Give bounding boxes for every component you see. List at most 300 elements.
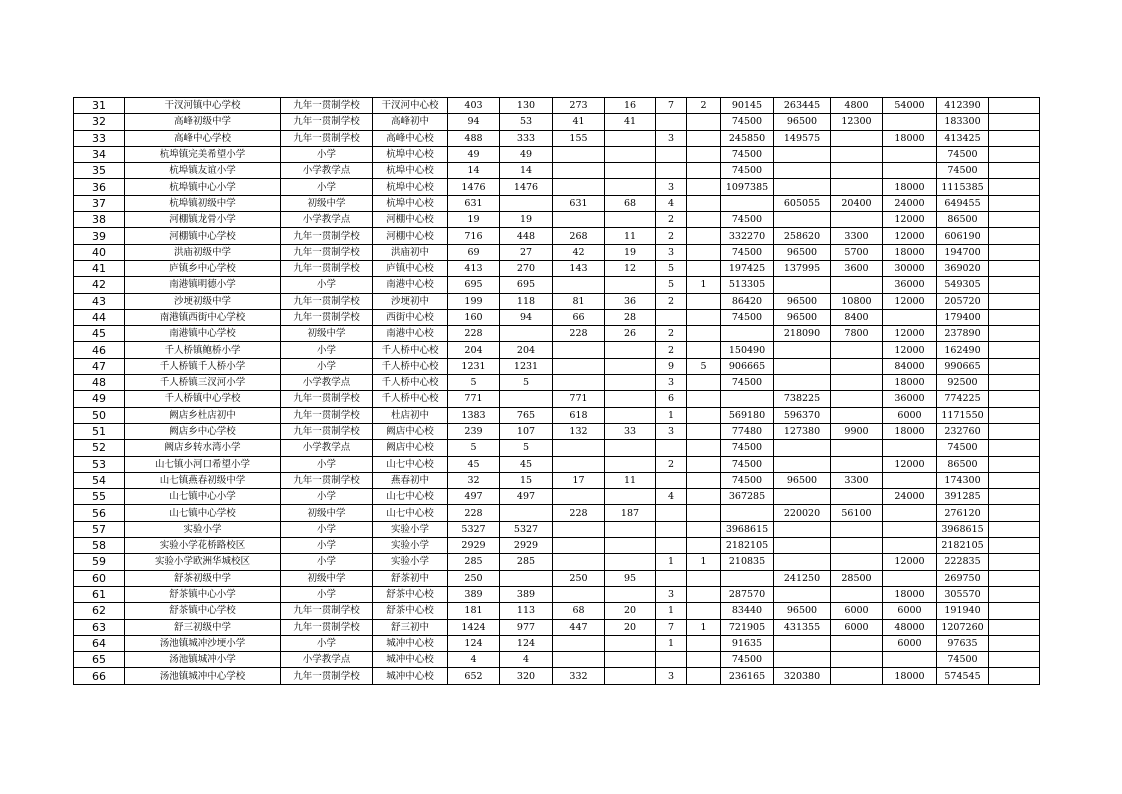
row-number-cell: 43 <box>74 293 125 309</box>
boarding-students-cell: 41 <box>605 114 656 130</box>
col-j-cell <box>687 570 721 586</box>
school-name-cell: 阙店乡杜店初中 <box>125 407 281 423</box>
amount-c-cell: 9900 <box>831 423 883 439</box>
col-i-cell <box>656 538 687 554</box>
total-amount-cell: 413425 <box>937 130 989 146</box>
amount-a-cell <box>721 326 774 342</box>
boarding-students-cell <box>605 538 656 554</box>
table-row <box>74 603 1040 619</box>
primary-students-cell: 124 <box>500 635 553 651</box>
total-amount-cell: 990665 <box>937 358 989 374</box>
school-type-cell: 九年一贯制学校 <box>281 114 373 130</box>
school-type-cell: 小学 <box>281 635 373 651</box>
amount-d-cell: 6000 <box>883 603 937 619</box>
school-name-cell: 河棚镇龙骨小学 <box>125 212 281 228</box>
col-i-cell: 3 <box>656 423 687 439</box>
middle-students-cell: 332 <box>553 668 605 684</box>
total-students-cell: 124 <box>448 635 500 651</box>
col-i-cell: 6 <box>656 391 687 407</box>
blank-cell <box>989 603 1040 619</box>
amount-a-cell: 74500 <box>721 146 774 162</box>
amount-b-cell <box>774 163 831 179</box>
row-number-cell: 48 <box>74 375 125 391</box>
col-i-cell: 2 <box>656 456 687 472</box>
center-school-cell: 杭埠中心校 <box>373 195 448 211</box>
school-type-cell: 小学 <box>281 358 373 374</box>
school-type-cell: 九年一贯制学校 <box>281 260 373 276</box>
primary-students-cell: 5 <box>500 440 553 456</box>
blank-cell <box>989 212 1040 228</box>
amount-c-cell: 3300 <box>831 228 883 244</box>
total-students-cell: 5327 <box>448 521 500 537</box>
primary-students-cell: 204 <box>500 342 553 358</box>
middle-students-cell: 143 <box>553 260 605 276</box>
amount-a-cell: 150490 <box>721 342 774 358</box>
school-type-cell: 小学 <box>281 538 373 554</box>
amount-a-cell: 569180 <box>721 407 774 423</box>
table-row <box>74 260 1040 276</box>
center-school-cell: 杭埠中心校 <box>373 179 448 195</box>
amount-b-cell: 96500 <box>774 603 831 619</box>
center-school-cell: 河棚中心校 <box>373 212 448 228</box>
center-school-cell: 城冲中心校 <box>373 635 448 651</box>
blank-cell <box>989 130 1040 146</box>
amount-c-cell: 28500 <box>831 570 883 586</box>
total-amount-cell: 1115385 <box>937 179 989 195</box>
total-amount-cell: 222835 <box>937 554 989 570</box>
col-i-cell: 5 <box>656 260 687 276</box>
amount-d-cell <box>883 652 937 668</box>
table-row <box>74 635 1040 651</box>
row-number-cell: 37 <box>74 195 125 211</box>
total-students-cell: 228 <box>448 326 500 342</box>
table-row <box>74 472 1040 488</box>
total-amount-cell: 1171550 <box>937 407 989 423</box>
school-type-cell: 九年一贯制学校 <box>281 391 373 407</box>
amount-b-cell: 149575 <box>774 130 831 146</box>
amount-b-cell <box>774 375 831 391</box>
total-students-cell: 250 <box>448 570 500 586</box>
center-school-cell: 千人桥中心校 <box>373 391 448 407</box>
school-name-cell: 舒三初级中学 <box>125 619 281 635</box>
primary-students-cell: 118 <box>500 293 553 309</box>
table-row <box>74 570 1040 586</box>
amount-c-cell: 6000 <box>831 619 883 635</box>
school-name-cell: 千人桥镇千人桥小学 <box>125 358 281 374</box>
row-number-cell: 49 <box>74 391 125 407</box>
table-row <box>74 309 1040 325</box>
center-school-cell: 实验小学 <box>373 538 448 554</box>
blank-cell <box>989 277 1040 293</box>
col-i-cell <box>656 163 687 179</box>
blank-cell <box>989 358 1040 374</box>
table-row <box>74 244 1040 260</box>
amount-c-cell <box>831 586 883 602</box>
amount-d-cell <box>883 538 937 554</box>
amount-c-cell: 6000 <box>831 603 883 619</box>
school-name-cell: 河棚镇中心学校 <box>125 228 281 244</box>
amount-c-cell <box>831 277 883 293</box>
total-amount-cell: 269750 <box>937 570 989 586</box>
school-name-cell: 高峰初级中学 <box>125 114 281 130</box>
blank-cell <box>989 521 1040 537</box>
middle-students-cell: 41 <box>553 114 605 130</box>
amount-d-cell: 18000 <box>883 668 937 684</box>
col-j-cell <box>687 114 721 130</box>
col-j-cell <box>687 228 721 244</box>
middle-students-cell <box>553 342 605 358</box>
amount-b-cell: 605055 <box>774 195 831 211</box>
middle-students-cell <box>553 212 605 228</box>
col-j-cell: 2 <box>687 98 721 114</box>
row-number-cell: 50 <box>74 407 125 423</box>
school-name-cell: 山七镇燕春初级中学 <box>125 472 281 488</box>
col-i-cell <box>656 146 687 162</box>
primary-students-cell: 320 <box>500 668 553 684</box>
amount-d-cell: 12000 <box>883 342 937 358</box>
total-amount-cell: 549305 <box>937 277 989 293</box>
amount-c-cell: 5700 <box>831 244 883 260</box>
school-type-cell: 初级中学 <box>281 326 373 342</box>
school-type-cell: 初级中学 <box>281 505 373 521</box>
school-name-cell: 沙埂初级中学 <box>125 293 281 309</box>
total-amount-cell: 2182105 <box>937 538 989 554</box>
col-i-cell: 7 <box>656 98 687 114</box>
school-type-cell: 小学教学点 <box>281 440 373 456</box>
amount-b-cell: 96500 <box>774 472 831 488</box>
blank-cell <box>989 570 1040 586</box>
col-j-cell <box>687 635 721 651</box>
row-number-cell: 60 <box>74 570 125 586</box>
total-amount-cell: 174300 <box>937 472 989 488</box>
center-school-cell: 南港中心校 <box>373 326 448 342</box>
amount-b-cell <box>774 146 831 162</box>
total-students-cell: 652 <box>448 668 500 684</box>
row-number-cell: 51 <box>74 423 125 439</box>
boarding-students-cell: 28 <box>605 309 656 325</box>
school-type-cell: 小学 <box>281 146 373 162</box>
col-i-cell: 1 <box>656 635 687 651</box>
amount-d-cell <box>883 570 937 586</box>
col-j-cell <box>687 130 721 146</box>
total-students-cell: 1231 <box>448 358 500 374</box>
center-school-cell: 高峰初中 <box>373 114 448 130</box>
amount-c-cell: 12300 <box>831 114 883 130</box>
col-j-cell <box>687 538 721 554</box>
amount-d-cell <box>883 146 937 162</box>
center-school-cell: 千人桥中心校 <box>373 375 448 391</box>
boarding-students-cell: 16 <box>605 98 656 114</box>
amount-c-cell <box>831 652 883 668</box>
boarding-students-cell <box>605 146 656 162</box>
row-number-cell: 33 <box>74 130 125 146</box>
blank-cell <box>989 391 1040 407</box>
amount-c-cell: 7800 <box>831 326 883 342</box>
amount-a-cell: 197425 <box>721 260 774 276</box>
total-students-cell: 239 <box>448 423 500 439</box>
center-school-cell: 干汊河中心校 <box>373 98 448 114</box>
middle-students-cell <box>553 586 605 602</box>
col-i-cell: 2 <box>656 342 687 358</box>
boarding-students-cell <box>605 212 656 228</box>
total-amount-cell: 86500 <box>937 456 989 472</box>
boarding-students-cell <box>605 130 656 146</box>
school-type-cell: 小学 <box>281 521 373 537</box>
amount-b-cell <box>774 586 831 602</box>
school-type-cell: 小学 <box>281 456 373 472</box>
col-j-cell <box>687 179 721 195</box>
total-amount-cell: 574545 <box>937 668 989 684</box>
amount-a-cell <box>721 391 774 407</box>
primary-students-cell: 333 <box>500 130 553 146</box>
boarding-students-cell: 36 <box>605 293 656 309</box>
school-name-cell: 山七镇中心学校 <box>125 505 281 521</box>
school-name-cell: 干汊河镇中心学校 <box>125 98 281 114</box>
row-number-cell: 32 <box>74 114 125 130</box>
amount-b-cell <box>774 277 831 293</box>
school-name-cell: 南港镇西街中心学校 <box>125 309 281 325</box>
total-students-cell: 771 <box>448 391 500 407</box>
school-name-cell: 高峰中心学校 <box>125 130 281 146</box>
school-name-cell: 南港镇中心学校 <box>125 326 281 342</box>
row-number-cell: 57 <box>74 521 125 537</box>
boarding-students-cell: 33 <box>605 423 656 439</box>
table-row <box>74 391 1040 407</box>
center-school-cell: 舒茶中心校 <box>373 603 448 619</box>
center-school-cell: 高峰中心校 <box>373 130 448 146</box>
col-j-cell <box>687 489 721 505</box>
amount-b-cell: 137995 <box>774 260 831 276</box>
row-number-cell: 53 <box>74 456 125 472</box>
school-type-cell: 九年一贯制学校 <box>281 244 373 260</box>
amount-b-cell: 258620 <box>774 228 831 244</box>
row-number-cell: 62 <box>74 603 125 619</box>
col-i-cell: 2 <box>656 293 687 309</box>
boarding-students-cell: 187 <box>605 505 656 521</box>
school-name-cell: 舒茶初级中学 <box>125 570 281 586</box>
amount-c-cell <box>831 521 883 537</box>
school-name-cell: 杭埠镇友谊小学 <box>125 163 281 179</box>
total-amount-cell: 205720 <box>937 293 989 309</box>
amount-a-cell: 91635 <box>721 635 774 651</box>
row-number-cell: 40 <box>74 244 125 260</box>
total-amount-cell: 74500 <box>937 146 989 162</box>
school-type-cell: 初级中学 <box>281 570 373 586</box>
col-i-cell <box>656 521 687 537</box>
amount-b-cell: 96500 <box>774 114 831 130</box>
row-number-cell: 39 <box>74 228 125 244</box>
school-name-cell: 实验小学欧洲华城校区 <box>125 554 281 570</box>
boarding-students-cell <box>605 586 656 602</box>
boarding-students-cell <box>605 179 656 195</box>
row-number-cell: 65 <box>74 652 125 668</box>
blank-cell <box>989 472 1040 488</box>
row-number-cell: 64 <box>74 635 125 651</box>
primary-students-cell: 130 <box>500 98 553 114</box>
table-row <box>74 195 1040 211</box>
row-number-cell: 31 <box>74 98 125 114</box>
amount-b-cell <box>774 358 831 374</box>
boarding-students-cell <box>605 521 656 537</box>
amount-b-cell: 320380 <box>774 668 831 684</box>
amount-c-cell <box>831 342 883 358</box>
amount-d-cell: 12000 <box>883 293 937 309</box>
school-type-cell: 小学 <box>281 179 373 195</box>
blank-cell <box>989 456 1040 472</box>
center-school-cell: 阙店中心校 <box>373 423 448 439</box>
school-type-cell: 小学教学点 <box>281 163 373 179</box>
amount-a-cell: 86420 <box>721 293 774 309</box>
col-j-cell <box>687 586 721 602</box>
blank-cell <box>989 489 1040 505</box>
blank-cell <box>989 114 1040 130</box>
boarding-students-cell: 20 <box>605 619 656 635</box>
amount-c-cell <box>831 489 883 505</box>
blank-cell <box>989 342 1040 358</box>
middle-students-cell <box>553 440 605 456</box>
row-number-cell: 52 <box>74 440 125 456</box>
total-students-cell: 4 <box>448 652 500 668</box>
col-j-cell <box>687 652 721 668</box>
boarding-students-cell: 20 <box>605 603 656 619</box>
total-students-cell: 2929 <box>448 538 500 554</box>
boarding-students-cell <box>605 668 656 684</box>
total-amount-cell: 606190 <box>937 228 989 244</box>
school-name-cell: 山七镇中心小学 <box>125 489 281 505</box>
total-students-cell: 14 <box>448 163 500 179</box>
row-number-cell: 59 <box>74 554 125 570</box>
total-students-cell: 1424 <box>448 619 500 635</box>
col-i-cell: 7 <box>656 619 687 635</box>
amount-c-cell: 56100 <box>831 505 883 521</box>
amount-b-cell: 96500 <box>774 244 831 260</box>
total-amount-cell: 86500 <box>937 212 989 228</box>
amount-a-cell: 77480 <box>721 423 774 439</box>
school-type-cell: 九年一贯制学校 <box>281 309 373 325</box>
school-name-cell: 杭埠镇初级中学 <box>125 195 281 211</box>
amount-d-cell: 18000 <box>883 244 937 260</box>
school-name-cell: 杭埠镇完美希望小学 <box>125 146 281 162</box>
total-students-cell: 389 <box>448 586 500 602</box>
middle-students-cell <box>553 538 605 554</box>
row-number-cell: 58 <box>74 538 125 554</box>
blank-cell <box>989 163 1040 179</box>
center-school-cell: 舒三初中 <box>373 619 448 635</box>
school-type-cell: 九年一贯制学校 <box>281 472 373 488</box>
col-i-cell: 2 <box>656 212 687 228</box>
school-name-cell: 汤池镇城冲沙埂小学 <box>125 635 281 651</box>
blank-cell <box>989 440 1040 456</box>
col-j-cell <box>687 163 721 179</box>
school-type-cell: 小学教学点 <box>281 375 373 391</box>
center-school-cell: 千人桥中心校 <box>373 342 448 358</box>
primary-students-cell: 5327 <box>500 521 553 537</box>
total-amount-cell: 191940 <box>937 603 989 619</box>
school-type-cell: 初级中学 <box>281 195 373 211</box>
school-name-cell: 阙店乡转水湾小学 <box>125 440 281 456</box>
amount-b-cell <box>774 342 831 358</box>
total-amount-cell: 412390 <box>937 98 989 114</box>
table-row <box>74 521 1040 537</box>
boarding-students-cell <box>605 456 656 472</box>
amount-b-cell <box>774 538 831 554</box>
amount-c-cell: 4800 <box>831 98 883 114</box>
col-j-cell <box>687 342 721 358</box>
boarding-students-cell <box>605 407 656 423</box>
row-number-cell: 54 <box>74 472 125 488</box>
primary-students-cell: 14 <box>500 163 553 179</box>
total-students-cell: 32 <box>448 472 500 488</box>
middle-students-cell: 17 <box>553 472 605 488</box>
table-row <box>74 179 1040 195</box>
amount-c-cell <box>831 212 883 228</box>
primary-students-cell <box>500 195 553 211</box>
total-students-cell: 45 <box>448 456 500 472</box>
table-row <box>74 277 1040 293</box>
boarding-students-cell: 11 <box>605 228 656 244</box>
center-school-cell: 山七中心校 <box>373 489 448 505</box>
boarding-students-cell <box>605 391 656 407</box>
blank-cell <box>989 309 1040 325</box>
row-number-cell: 47 <box>74 358 125 374</box>
total-students-cell: 716 <box>448 228 500 244</box>
boarding-students-cell: 95 <box>605 570 656 586</box>
col-i-cell: 3 <box>656 375 687 391</box>
table-row <box>74 586 1040 602</box>
blank-cell <box>989 652 1040 668</box>
row-number-cell: 63 <box>74 619 125 635</box>
total-amount-cell: 276120 <box>937 505 989 521</box>
total-amount-cell: 179400 <box>937 309 989 325</box>
school-name-cell: 汤池镇城冲小学 <box>125 652 281 668</box>
center-school-cell: 舒茶初中 <box>373 570 448 586</box>
total-amount-cell: 237890 <box>937 326 989 342</box>
amount-a-cell <box>721 195 774 211</box>
amount-a-cell: 3968615 <box>721 521 774 537</box>
amount-b-cell <box>774 635 831 651</box>
amount-c-cell <box>831 391 883 407</box>
amount-d-cell: 36000 <box>883 277 937 293</box>
amount-a-cell: 210835 <box>721 554 774 570</box>
middle-students-cell: 268 <box>553 228 605 244</box>
col-j-cell <box>687 668 721 684</box>
school-name-cell: 南港镇明德小学 <box>125 277 281 293</box>
total-students-cell: 488 <box>448 130 500 146</box>
funding-table <box>73 97 1040 685</box>
total-amount-cell: 74500 <box>937 440 989 456</box>
amount-b-cell: 96500 <box>774 309 831 325</box>
amount-c-cell <box>831 635 883 651</box>
total-students-cell: 204 <box>448 342 500 358</box>
table-row <box>74 228 1040 244</box>
total-amount-cell: 194700 <box>937 244 989 260</box>
blank-cell <box>989 293 1040 309</box>
table-row <box>74 375 1040 391</box>
total-students-cell: 695 <box>448 277 500 293</box>
school-type-cell: 小学 <box>281 277 373 293</box>
total-amount-cell: 305570 <box>937 586 989 602</box>
table-row <box>74 326 1040 342</box>
school-name-cell: 千人桥镇鲍桥小学 <box>125 342 281 358</box>
total-amount-cell: 232760 <box>937 423 989 439</box>
primary-students-cell: 4 <box>500 652 553 668</box>
col-j-cell <box>687 293 721 309</box>
amount-a-cell <box>721 570 774 586</box>
row-number-cell: 42 <box>74 277 125 293</box>
table-row <box>74 489 1040 505</box>
school-name-cell: 洪庙初级中学 <box>125 244 281 260</box>
boarding-students-cell <box>605 554 656 570</box>
